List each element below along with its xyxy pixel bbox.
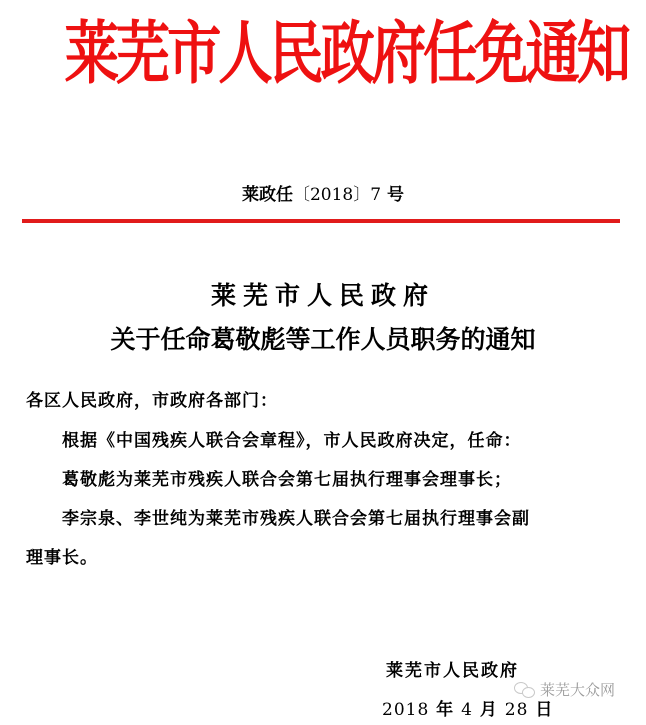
- signature-issuer: 莱芜市人民政府: [386, 661, 519, 681]
- paragraph-appointment-vice-chair: 李宗泉、李世纯为莱芜市残疾人联合会第七届执行理事会副: [62, 509, 530, 529]
- document-number: [0, 183, 646, 207]
- date-year: 2018: [382, 700, 430, 720]
- paragraph-basis: 根据《中国残疾人联合会章程》，市人民政府决定，任命：: [62, 431, 522, 451]
- doc-number-value: 7: [370, 185, 382, 205]
- doc-number-year: 〔2018〕: [292, 185, 371, 205]
- red-divider-line: [22, 219, 620, 223]
- masthead-title: 莱芜市人民政府任免通知: [64, 14, 628, 94]
- date-month-char: 月: [472, 700, 505, 720]
- date-day-char: 日: [528, 700, 554, 720]
- notice-title-issuer: 莱芜市人民政府: [210, 281, 435, 310]
- date-day: 28: [504, 700, 529, 720]
- paragraph-appointment-vice-chair-continued: 理事长。: [26, 548, 98, 568]
- salutation: 各区人民政府，市政府各部门：: [26, 391, 278, 411]
- doc-number-suffix: 号: [381, 185, 404, 205]
- watermark-text: 莱芜大众网: [540, 681, 616, 699]
- paragraph-appointment-chair: 葛敬彪为莱芜市残疾人联合会第七届执行理事会理事长；: [62, 470, 512, 490]
- notice-title-subject: 关于任命葛敬彪等工作人员职务的通知: [110, 325, 536, 354]
- date-year-char: 年: [429, 700, 462, 720]
- doc-number-prefix: 莱政任: [241, 185, 293, 205]
- wechat-icon: [514, 681, 536, 699]
- date-month: 4: [461, 700, 473, 720]
- watermark: [514, 679, 615, 700]
